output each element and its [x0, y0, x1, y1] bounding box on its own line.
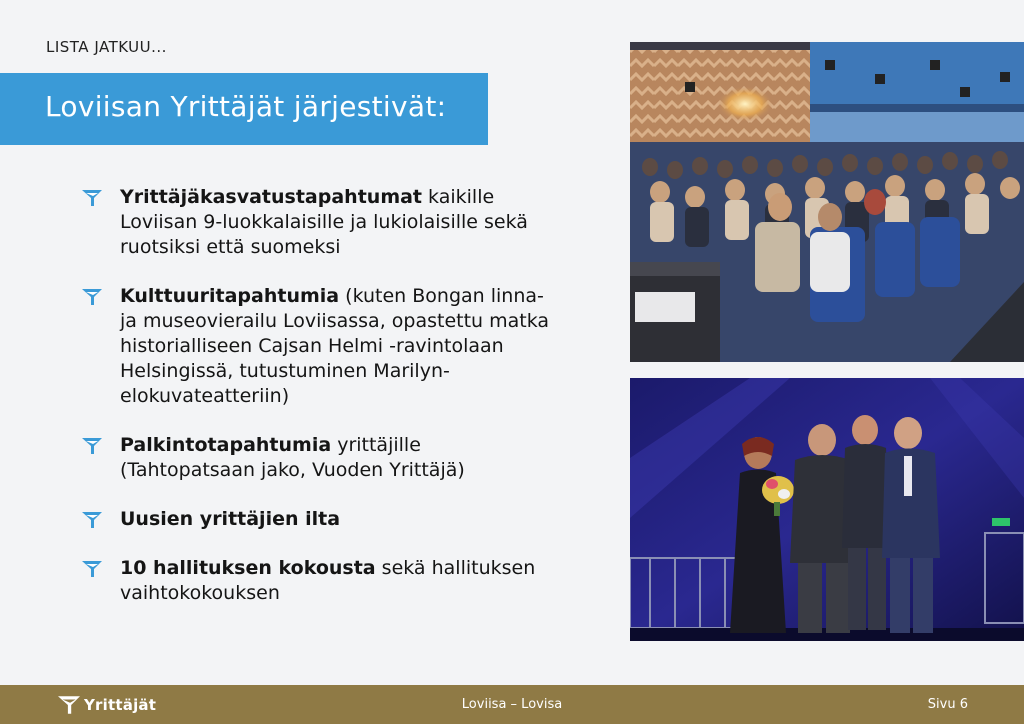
bullet-text: (kuten Bongan linna- ja museovierailu Loviisassa, opastettu matka historialliseen Cajsan Helmi -ravintolaan Helsingissä, tutustuminen Marilyn-elokuvateatteriin)	[120, 285, 550, 407]
yrittajat-logo-icon	[82, 190, 102, 206]
bullet-text: kaikille Loviisan 9-luokkalaisille ja lukiolaisille sekä ruotsiksi että suomeksi	[120, 186, 528, 258]
section-kicker: LISTA JATKUU...	[46, 38, 167, 56]
bullet-text: sekä hallituksen vaihtokokouksen	[120, 557, 536, 604]
footer-bar	[0, 685, 1024, 724]
award-ceremony-photo	[630, 378, 1024, 641]
yrittajat-logo-icon	[82, 438, 102, 454]
list-item	[82, 433, 552, 483]
bullet-bold: Palkintotapahtumia	[120, 434, 332, 456]
title-banner	[0, 73, 488, 145]
list-item	[82, 284, 552, 409]
yrittajat-logo-icon	[82, 289, 102, 305]
cinema-audience-photo	[630, 42, 1024, 362]
bullet-list	[82, 185, 552, 630]
bullet-bold: 10 hallituksen kokousta	[120, 557, 376, 579]
page-number: Sivu 6	[927, 697, 968, 712]
list-item	[82, 185, 552, 260]
logo-text: Yrittäjät	[84, 696, 157, 714]
bullet-bold: Uusien yrittäjien ilta	[120, 508, 341, 530]
bullet-text: yrittäjille (Tahtopatsaan jako, Vuoden Yrittäjä)	[120, 434, 465, 481]
list-item	[82, 507, 552, 532]
yrittajat-logo-icon	[82, 561, 102, 577]
bullet-bold: Kulttuuritapahtumia	[120, 285, 340, 307]
slide-title: Loviisan Yrittäjät järjestivät:	[45, 90, 447, 123]
yrittajat-logo-icon	[82, 512, 102, 528]
footer-location: Loviisa – Lovisa	[461, 697, 563, 712]
bullet-bold: Yrittäjäkasvatustapahtumat	[120, 186, 423, 208]
list-item	[82, 556, 552, 606]
